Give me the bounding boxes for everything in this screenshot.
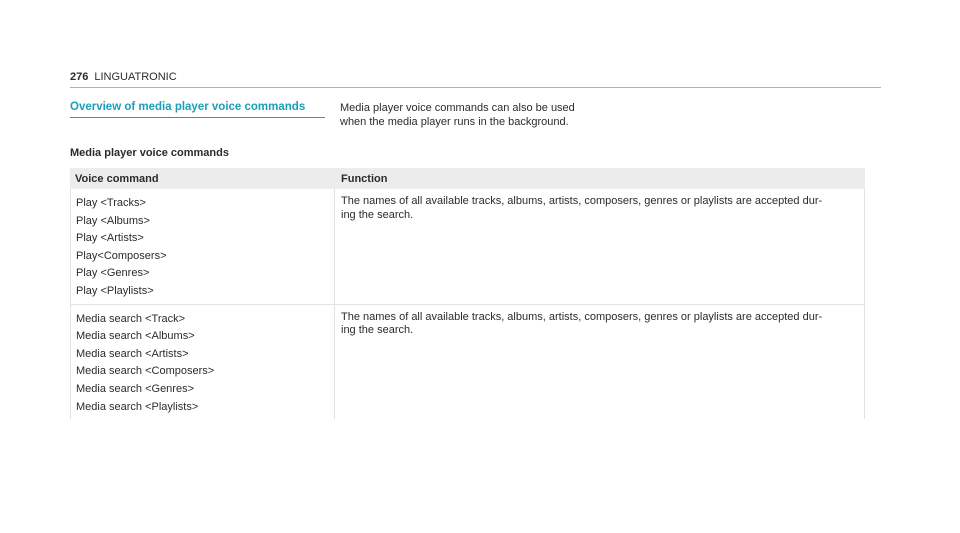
voice-command-cell bbox=[70, 305, 335, 420]
table-header bbox=[70, 168, 865, 189]
voice-command: Play <Albums> bbox=[76, 214, 150, 227]
voice-command: Media search <Track> bbox=[76, 312, 186, 325]
table-row bbox=[70, 189, 865, 305]
voice-command-cell bbox=[70, 189, 335, 304]
voice-command: Play <Genres> bbox=[76, 267, 150, 280]
function-text-line: ing the search. bbox=[341, 208, 414, 221]
voice-command: Play<Composers> bbox=[76, 249, 167, 262]
section-title: Overview of media player voice commands bbox=[70, 101, 325, 118]
voice-command: Media search <Composers> bbox=[76, 365, 215, 378]
function-cell bbox=[335, 305, 865, 420]
column-header-voice-command: Voice command bbox=[75, 172, 159, 185]
function-text-line: ing the search. bbox=[341, 324, 414, 337]
function-cell bbox=[335, 189, 865, 304]
function-text-line: The names of all available tracks, albums, artists, composers, genres or playlists are accepted dur- bbox=[341, 310, 823, 323]
voice-command: Media search <Playlists> bbox=[76, 400, 199, 413]
intro-line: Media player voice commands can also be used bbox=[340, 102, 575, 114]
page-header bbox=[70, 71, 881, 88]
voice-command: Play <Artists> bbox=[76, 232, 144, 245]
voice-command: Play <Playlists> bbox=[76, 284, 154, 297]
page-number: 276 bbox=[70, 71, 89, 83]
table-title: Media player voice commands bbox=[70, 147, 229, 159]
voice-command: Media search <Albums> bbox=[76, 330, 195, 343]
function-text-line: The names of all available tracks, albums, artists, composers, genres or playlists are accepted dur- bbox=[341, 195, 823, 207]
voice-command: Media search <Genres> bbox=[76, 382, 195, 395]
column-header-function: Function bbox=[341, 172, 388, 185]
voice-command: Media search <Artists> bbox=[76, 347, 189, 360]
chapter-title: LINGUATRONIC bbox=[94, 71, 177, 83]
intro-line: when the media player runs in the background. bbox=[340, 115, 569, 128]
table-row bbox=[70, 305, 865, 420]
voice-command: Play <Tracks> bbox=[76, 197, 146, 209]
intro-paragraph bbox=[340, 102, 640, 129]
voice-commands-table bbox=[70, 168, 865, 419]
